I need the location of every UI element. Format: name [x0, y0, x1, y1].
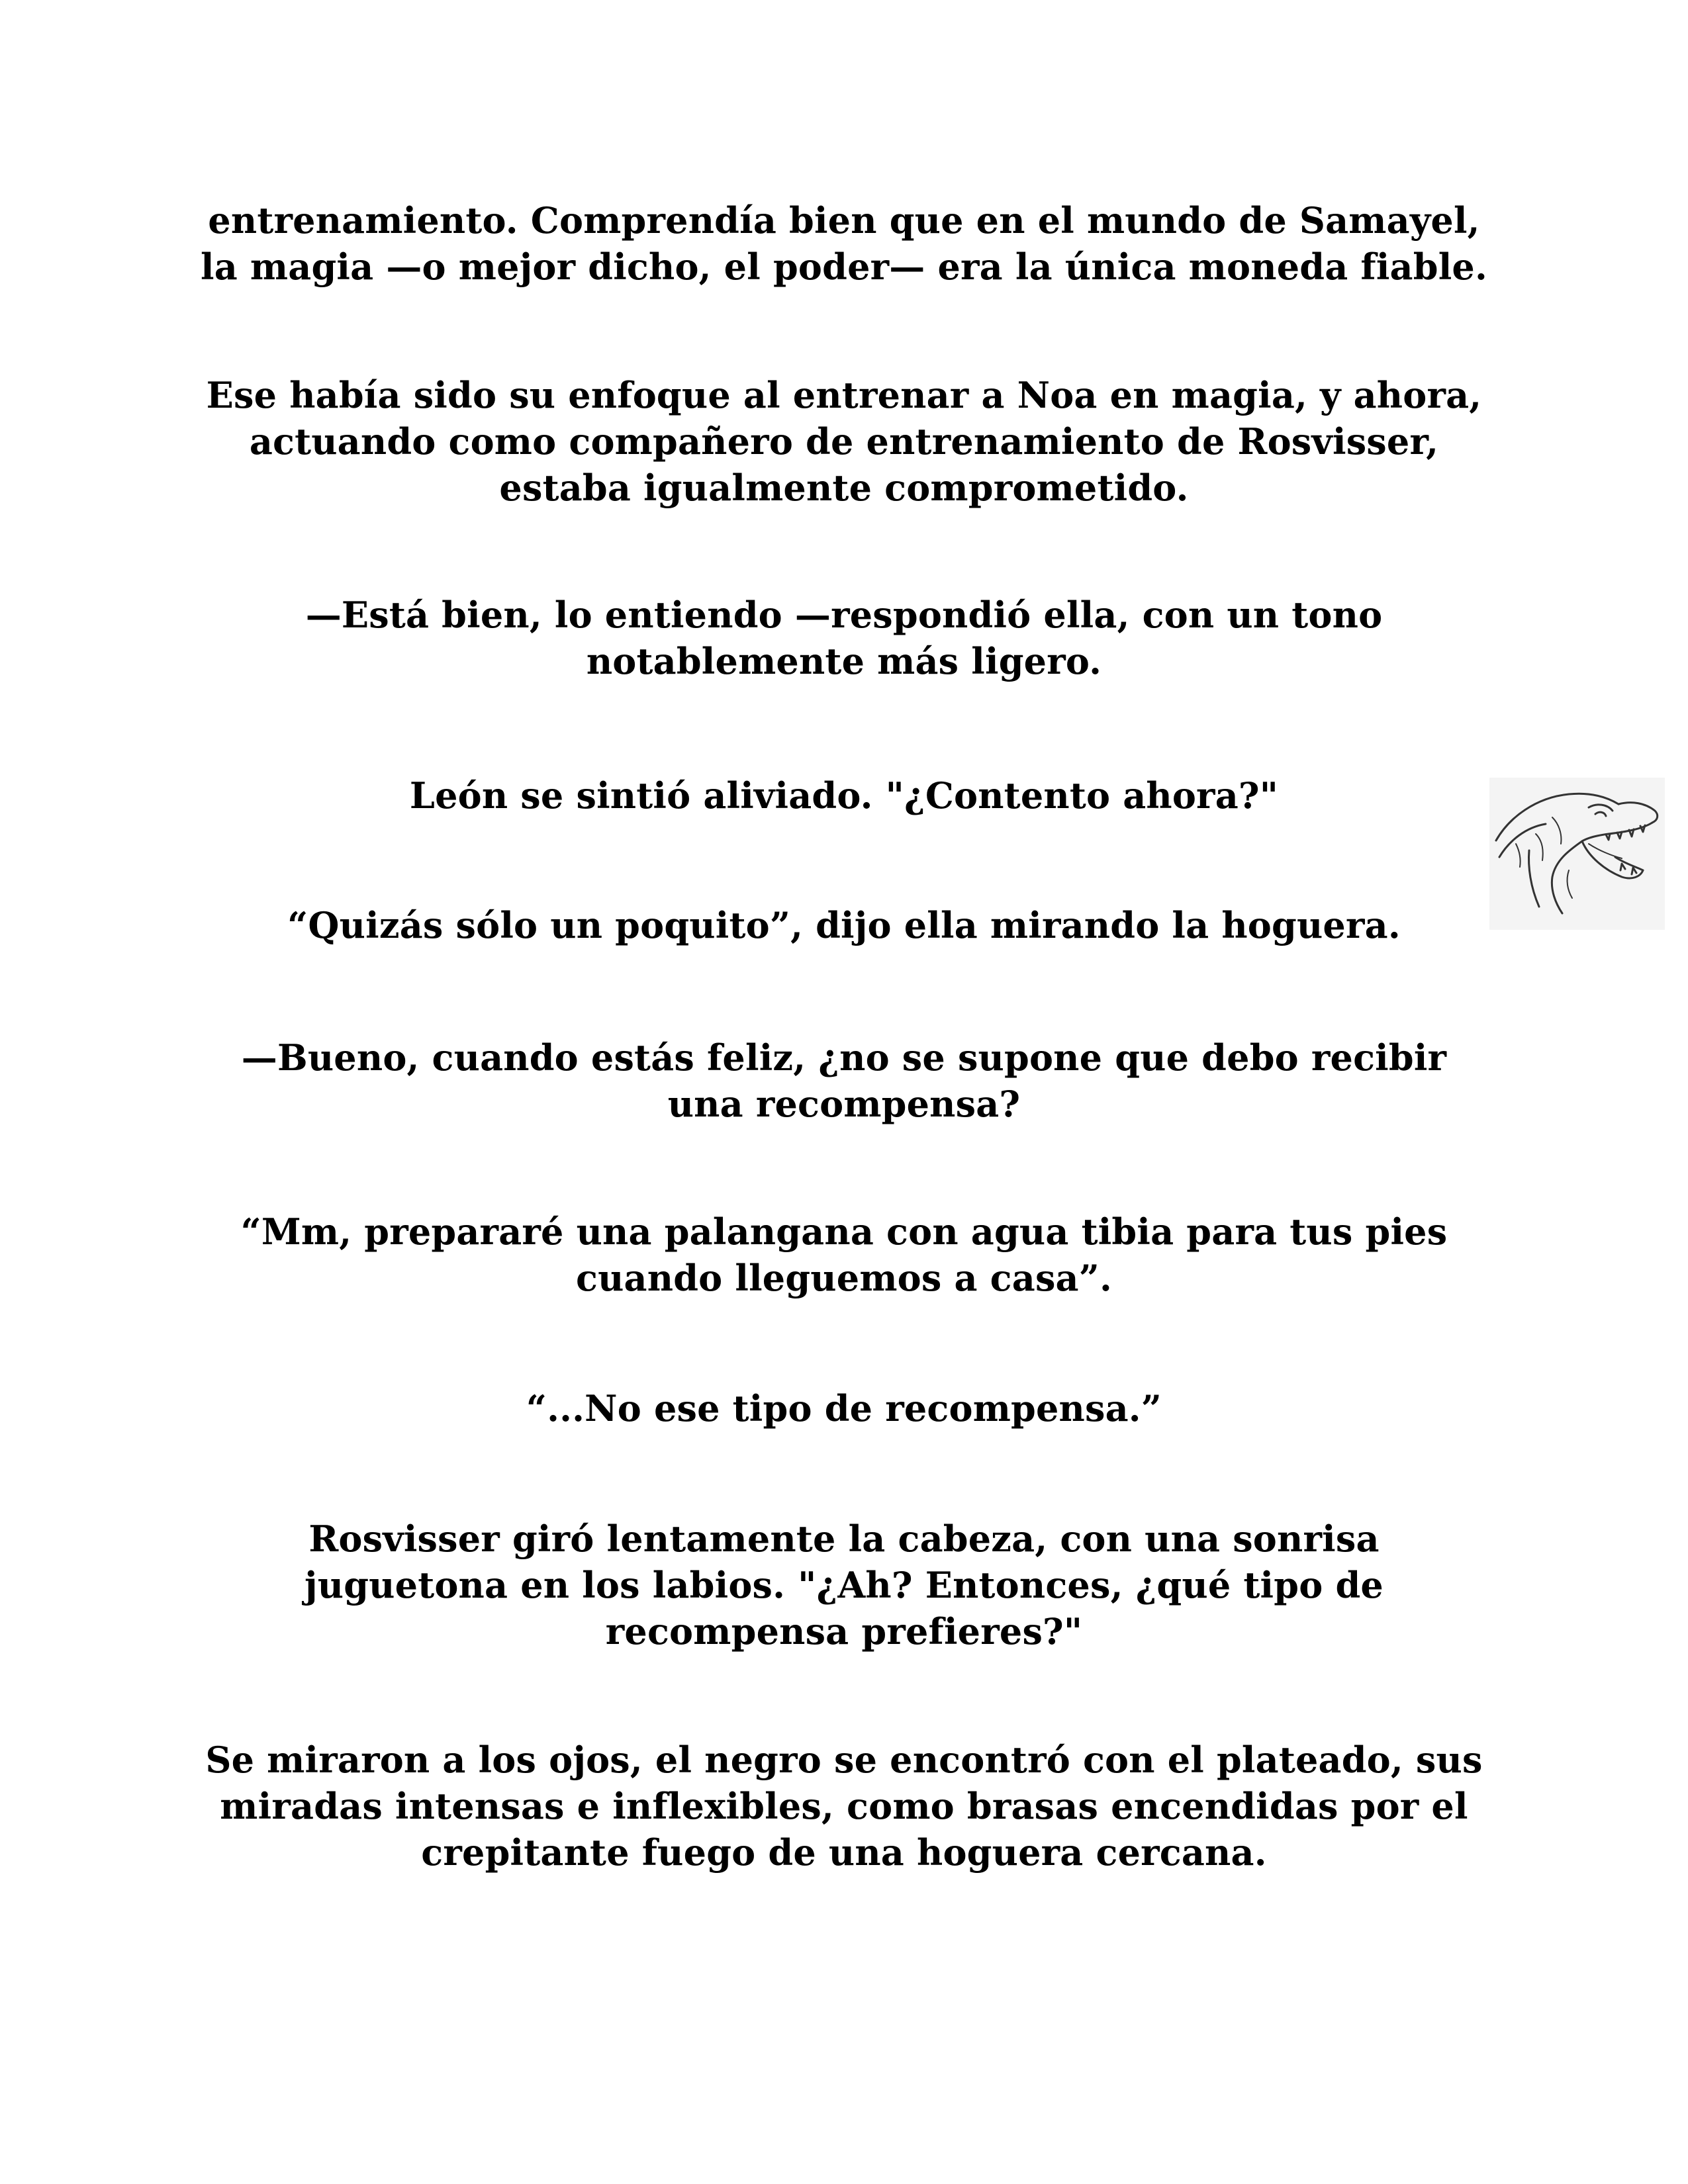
paragraph-line: —Bueno, cuando estás feliz, ¿no se supone que debo recibir	[241, 1036, 1447, 1079]
paragraph-line: crepitante fuego de una hoguera cercana.	[421, 1831, 1267, 1874]
paragraph-line: miradas intensas e inflexibles, como brasas encendidas por el	[220, 1785, 1468, 1827]
paragraph-line: —Está bien, lo entiendo —respondió ella, con un tono	[305, 594, 1383, 636]
paragraph-5	[199, 902, 1489, 948]
paragraph-line: “Quizás sólo un poquito”, dijo ella mirando la hoguera.	[287, 904, 1401, 946]
paragraph-6	[199, 1034, 1489, 1127]
paragraph-9	[199, 1516, 1489, 1655]
paragraph-line: “...No ese tipo de recompensa.”	[526, 1387, 1162, 1430]
paragraph-8	[199, 1385, 1489, 1432]
dinosaur-head-sketch-icon	[1489, 778, 1665, 930]
paragraph-10	[199, 1737, 1489, 1876]
paragraph-line: Ese había sido su enfoque al entrenar a Noa en magia, y ahora,	[206, 374, 1482, 416]
paragraph-line: la magia —o mejor dicho, el poder— era la única moneda fiable.	[201, 246, 1487, 288]
paragraph-line: “Mm, prepararé una palangana con agua tibia para tus pies	[240, 1210, 1448, 1253]
paragraph-line: León se sintió aliviado. "¿Contento ahora?"	[409, 774, 1279, 817]
paragraph-line: juguetona en los labios. "¿Ah? Entonces, ¿qué tipo de	[305, 1564, 1383, 1606]
paragraph-line: una recompensa?	[667, 1083, 1021, 1125]
paragraph-line: recompensa prefieres?"	[605, 1610, 1083, 1653]
paragraph-line: notablemente más ligero.	[586, 640, 1102, 682]
paragraph-1	[199, 197, 1489, 290]
paragraph-line: cuando lleguemos a casa”.	[576, 1257, 1112, 1299]
paragraph-line: actuando como compañero de entrenamiento de Rosvisser,	[249, 420, 1439, 463]
paragraph-line: Rosvisser giró lentamente la cabeza, con una sonrisa	[308, 1518, 1380, 1560]
paragraph-line: estaba igualmente comprometido.	[499, 467, 1189, 509]
paragraph-7	[199, 1208, 1489, 1301]
paragraph-2	[199, 372, 1489, 511]
paragraph-4	[199, 772, 1489, 819]
paragraph-line: Se miraron a los ojos, el negro se encontró con el plateado, sus	[205, 1739, 1483, 1781]
paragraph-3	[199, 592, 1489, 684]
paragraph-line: entrenamiento. Comprendía bien que en el mundo de Samayel,	[208, 199, 1480, 242]
